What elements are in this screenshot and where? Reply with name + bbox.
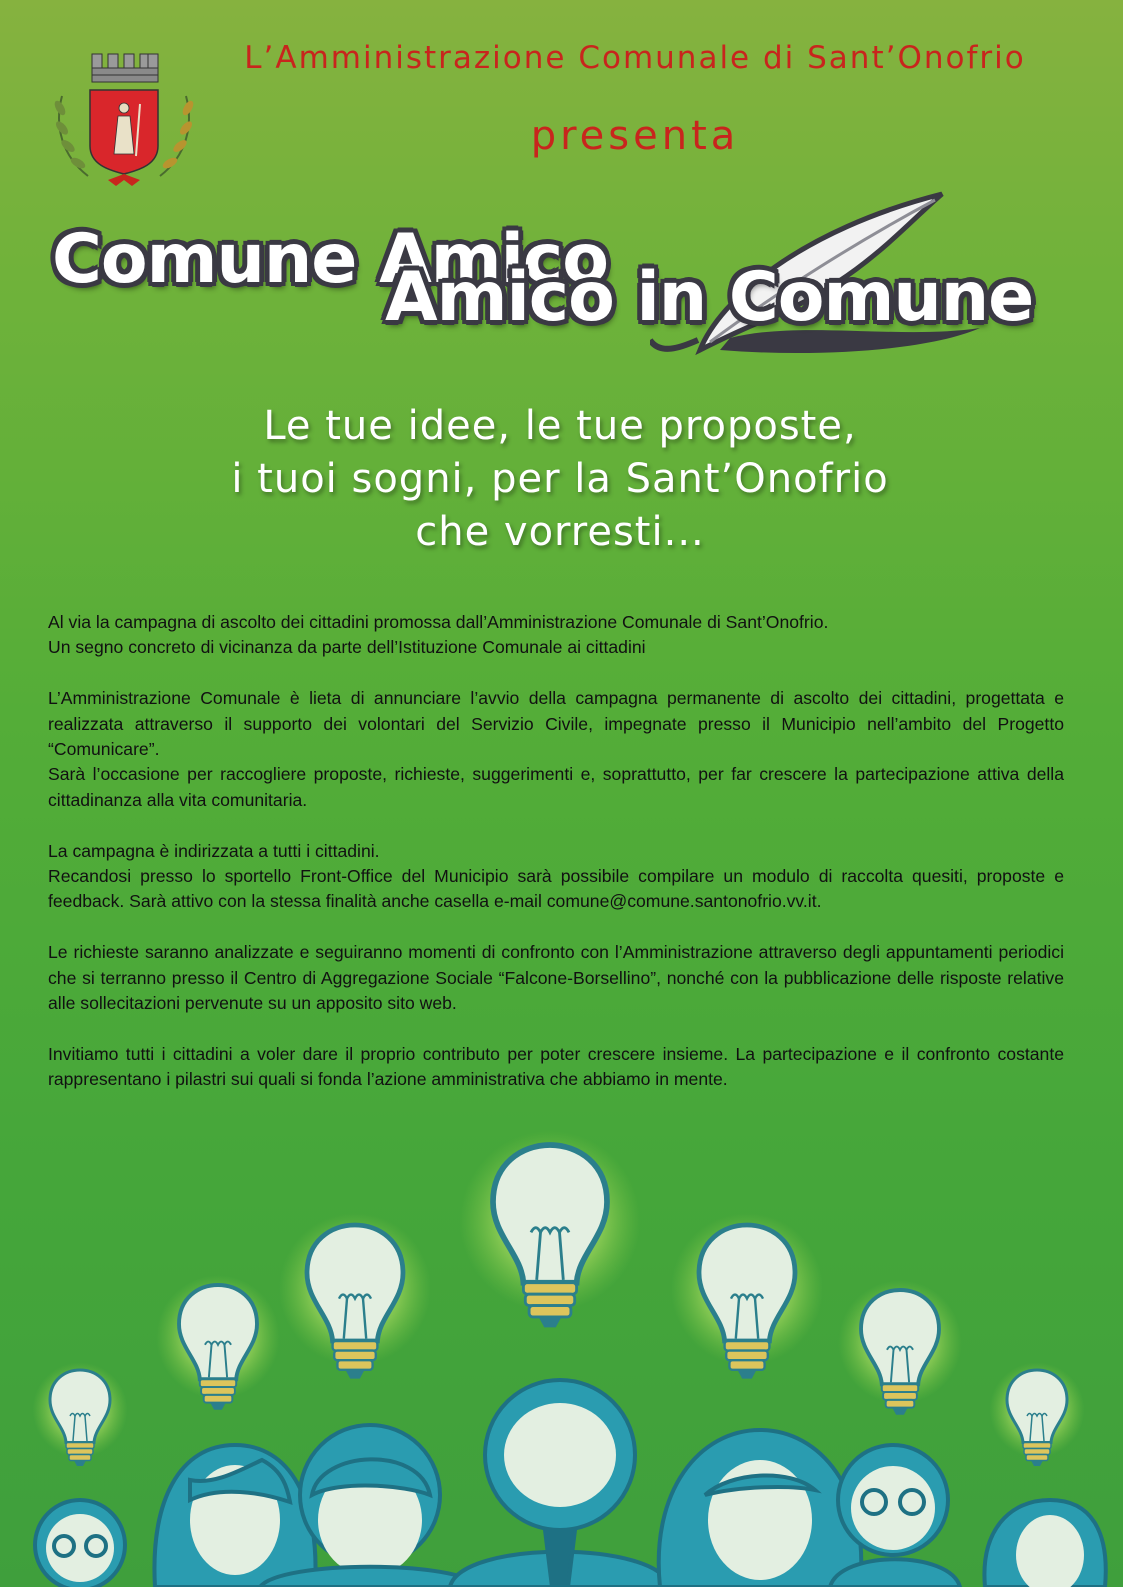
text-line: Un segno concreto di vicinanza da parte dell’Istituzione Comunale ai cittadini — [48, 637, 646, 658]
person-silhouette-icon — [35, 1500, 125, 1587]
text-line: Invitiamo tutti i cittadini a voler dare il proprio contributo per poter crescere insieme. La partecipazione e il confronto costante rappresentano i pilastri sui quali si fonda l’azione amministrativa che abbiamo in mente. — [48, 1043, 1064, 1090]
slogan-line: i tuoi sogni, per la Sant’Onofrio — [231, 456, 889, 502]
municipal-crest-icon — [48, 46, 200, 196]
light-bulb-icon — [671, 1213, 823, 1379]
slogan-line: che vorresti... — [415, 509, 705, 555]
paragraph — [48, 940, 1064, 1016]
person-silhouette-icon — [450, 1380, 670, 1587]
person-silhouette-icon — [830, 1445, 960, 1587]
light-bulb-icon — [990, 1363, 1085, 1467]
person-silhouette-icon — [984, 1500, 1105, 1587]
paragraph — [48, 1042, 1064, 1093]
logo-line-1: Comune Amico — [52, 220, 608, 299]
campaign-logo — [40, 190, 1090, 365]
presents-label: presenta — [530, 113, 740, 159]
slogan-line: Le tue idee, le tue proposte, — [263, 403, 857, 449]
paragraph — [48, 610, 1064, 661]
announcement-body — [48, 610, 1064, 1118]
light-bulb-icon — [33, 1363, 128, 1467]
crown-icon — [92, 54, 158, 82]
ideas-illustration — [0, 1100, 1123, 1587]
text-line: L’Amministrazione Comunale è lieta di annunciare l’avvio della campagna permanente di ascolto dei cittadini, progettata e realizzata attraverso il supporto dei volontari del Servizio Civile, impegnate presso il Municipio nell’ambito del Progetto “Comunicare”. — [48, 688, 1064, 760]
text-line: Recandosi presso lo sportello Front-Office del Municipio sarà possibile compilare un modulo di raccolta quesiti, proposte e feedback. Sarà attivo con la stessa finalità anche casella e-mail comune@comune.santonofrio.vv.it. — [48, 866, 1064, 912]
person-silhouette-icon — [659, 1430, 862, 1587]
light-bulb-icon — [838, 1280, 962, 1415]
text-line: La campagna è indirizzata a tutti i cittadini. — [48, 840, 380, 861]
light-bulb-icon — [156, 1275, 280, 1410]
organization-title: L’Amministrazione Comunale di Sant’Onofrio — [244, 40, 1026, 76]
paragraph — [48, 839, 1064, 915]
text-line: Sarà l’occasione per raccogliere proposte, richieste, suggerimenti e, soprattutto, per far crescere la partecipazione attiva della cittadinanza alla vita comunitaria. — [48, 764, 1064, 810]
light-bulb-icon — [279, 1213, 431, 1379]
light-bulb-icon — [460, 1131, 641, 1328]
paragraph — [48, 686, 1064, 813]
person-silhouette-icon — [154, 1445, 315, 1587]
text-line: Al via la campagna di ascolto dei cittadini promossa dall’Amministrazione Comunale di Sant’Onofrio. — [48, 612, 829, 632]
logo-line-2: Amico in Comune — [385, 258, 1034, 337]
slogan — [60, 400, 1060, 559]
text-line: Le richieste saranno analizzate e seguiranno momenti di confronto con l’Amministrazione attraverso degli appuntamenti periodici che si terranno presso il Centro di Aggregazione Sociale “Falcone-Borsellino”, nonché con la pubblicazione delle risposte relative alle sollecitazioni pervenute su un apposito sito web. — [48, 942, 1064, 1014]
